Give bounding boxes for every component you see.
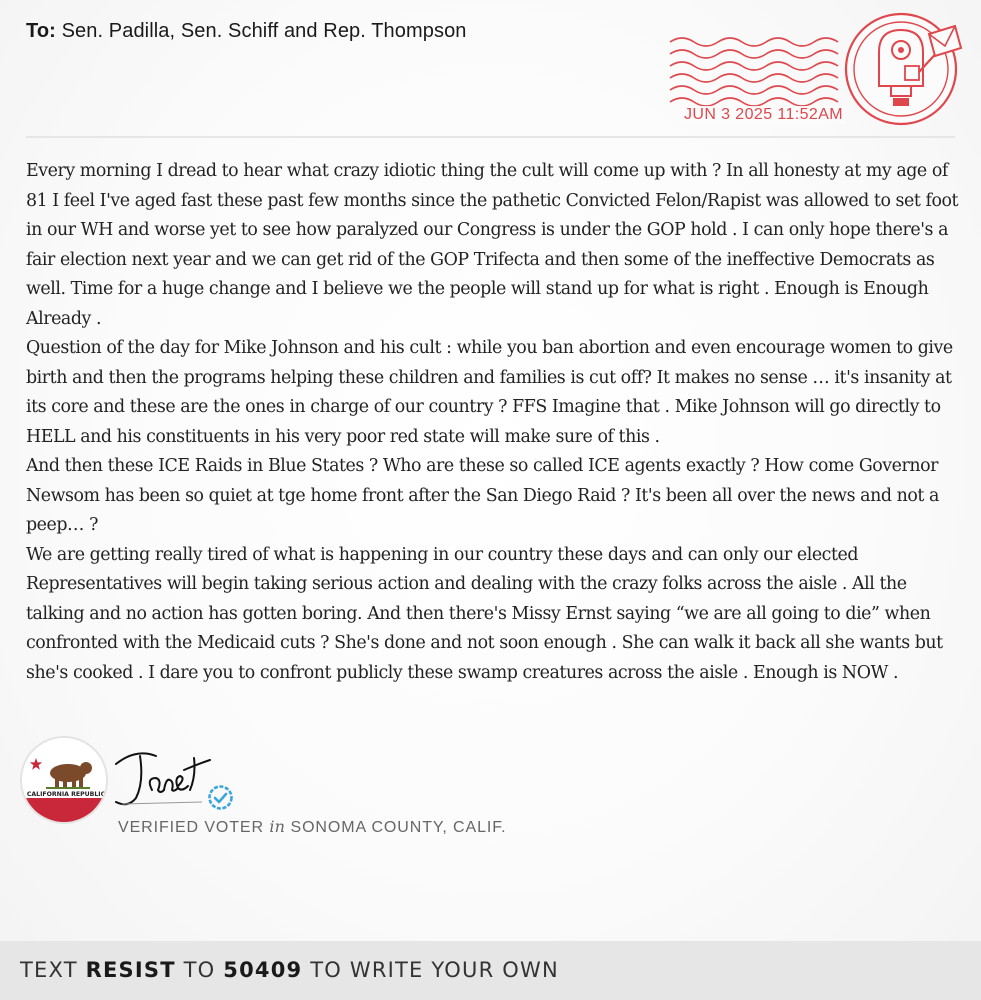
voter-location: SONOMA COUNTY, CALIF. — [290, 819, 507, 836]
footer-keyword: RESIST — [85, 958, 176, 982]
mailbox-robot-icon — [846, 14, 961, 124]
message-paragraph: We are getting really tired of what is happening in our country these days and can only our elected Representatives will begin taking serious action and dealing with the crazy folks across the aisle . All the talking and no action has gotten boring. And then there's Missy Ernst saying “we are all going to die” when confronted with the Medicaid cuts ? She's done and not soon enough . She can walk it back all she wants but she's cooked . I dare you to confront publicly these swamp creatures across the aisle . Enough is NOW . — [26, 544, 943, 683]
recipients-text: Sen. Padilla, Sen. Schiff and Rep. Thompson — [61, 20, 467, 42]
message-paragraph: Question of the day for Mike Johnson and his cult : while you ban abortion and even encourage women to give birth and then the programs helping these children and families is cut off? It makes no sense … it's insanity at its core and these are the ones in charge of our country ? FFS Imagine that . Mike Johnson will go directly to HELL and his constituents in his very poor red state will make sure of this . — [26, 338, 953, 447]
postmark-date: JUN 3 2025 11:52AM — [684, 106, 843, 123]
seal-text: CALIFORNIA REPUBLIC — [26, 791, 106, 798]
footer-tail: TO WRITE YOUR OWN — [310, 958, 559, 982]
footer-cta-bar — [0, 941, 981, 1000]
verified-voter-line — [118, 817, 506, 837]
verified-badge-icon — [207, 784, 234, 811]
in-word: in — [269, 817, 286, 836]
recipients-line — [26, 20, 467, 43]
to-label: To: — [26, 20, 56, 42]
signature-mark — [110, 746, 220, 810]
message-body — [26, 157, 961, 688]
footer-to-word: TO — [183, 958, 216, 982]
california-flag-seal — [20, 736, 108, 824]
footer-cta-text — [20, 958, 559, 982]
postmark-wave-lines — [670, 38, 838, 106]
verified-voter-label: VERIFIED VOTER — [118, 819, 264, 836]
footer-text-word: TEXT — [20, 958, 78, 982]
header-divider — [26, 136, 955, 138]
footer-number: 50409 — [223, 958, 303, 982]
message-paragraph: Every morning I dread to hear what crazy idiotic thing the cult will come up with ? In all honesty at my age of 81 I feel I've aged fast these past few months since the pathetic Convicted Felon/Rapist was allowed to set foot in our WH and worse yet to see how paralyzed our Congress is under the GOP hold . I can only hope there's a fair election next year and we can get rid of the GOP Trifecta and then some of the ineffective Democrats as well. Time for a huge change and I believe we the people will stand up for what is right . Enough is Enough Already . — [26, 161, 959, 329]
message-paragraph: And then these ICE Raids in Blue States ? Who are these so called ICE agents exactly ? How come Governor Newsom has been so quiet at tge home front after the San Diego Raid ? It's been all over the news and not a peep… ? — [26, 456, 939, 535]
